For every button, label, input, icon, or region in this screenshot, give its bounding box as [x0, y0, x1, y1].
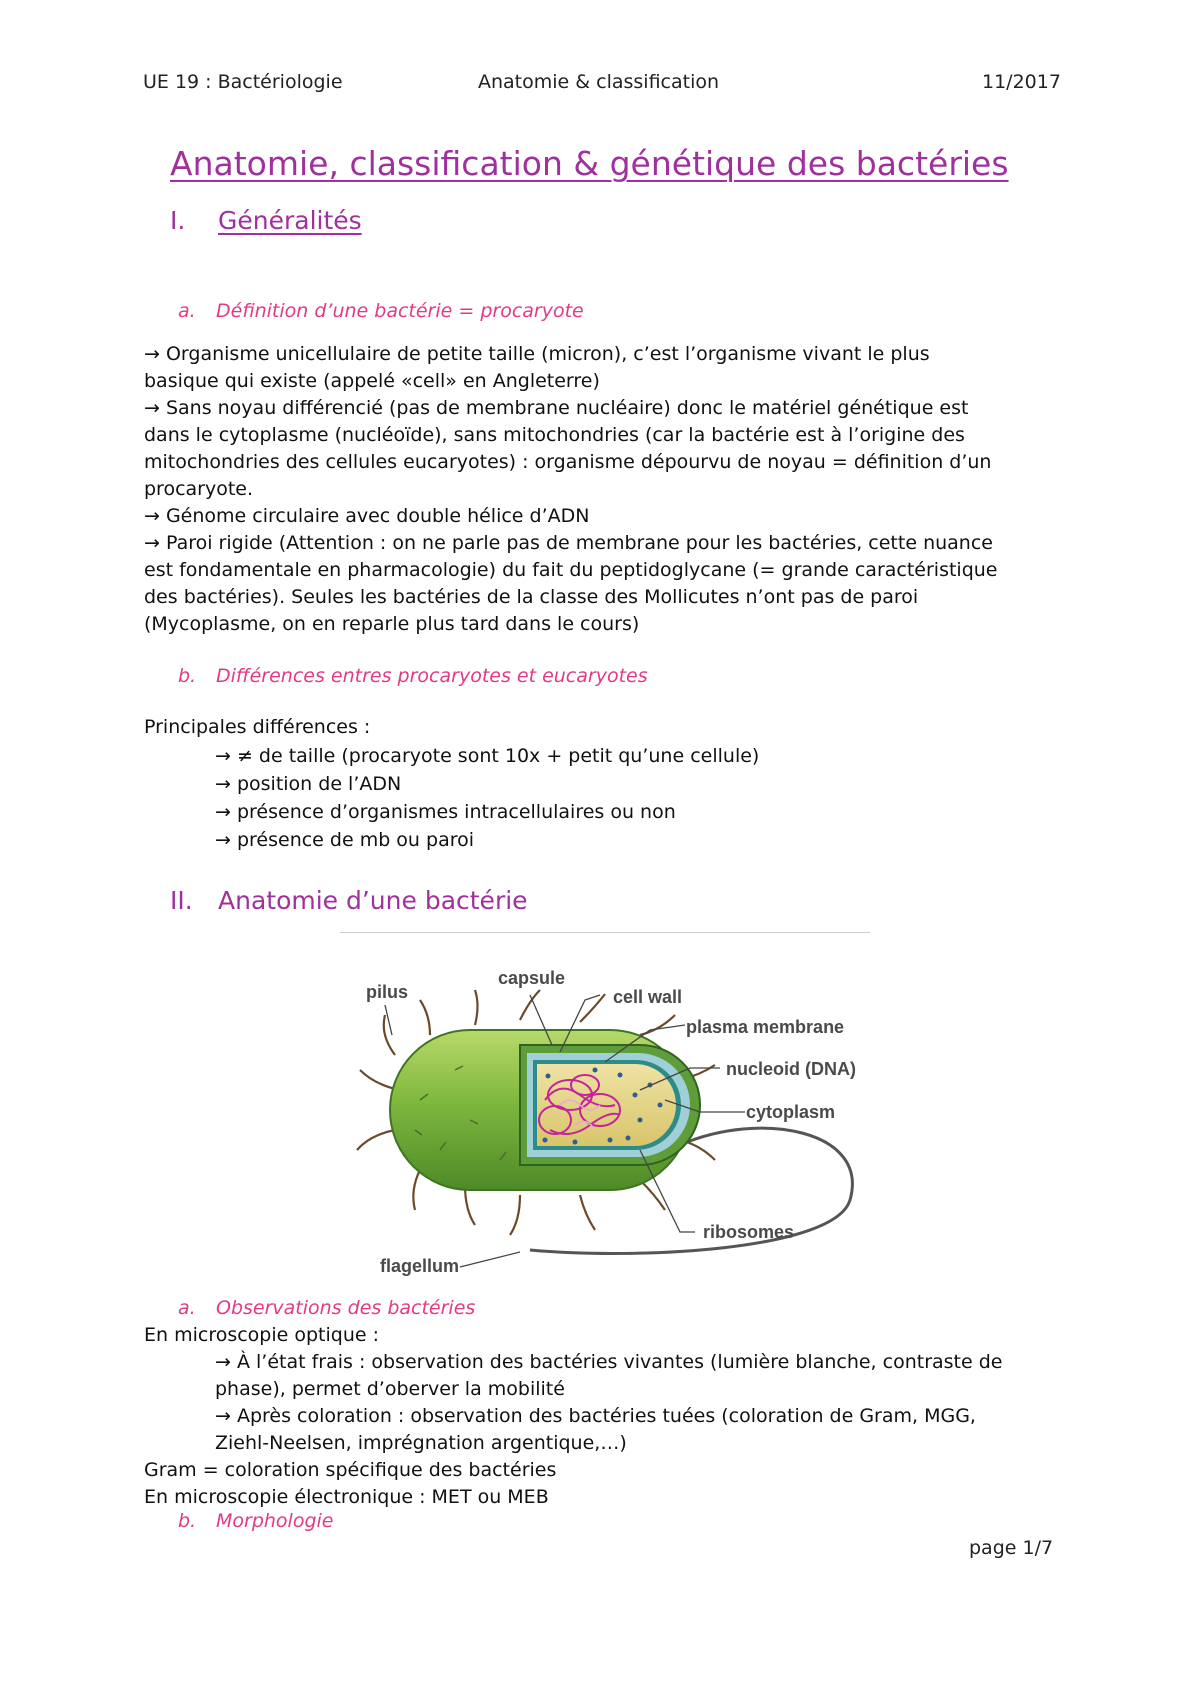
paragraph-line: des bactéries). Seules les bactéries de la classe des Mollicutes n’ont pas de paroi — [144, 586, 919, 608]
header-right: 11/2017 — [982, 71, 1061, 93]
paragraph-line: → Génome circulaire avec double hélice d’ADN — [144, 505, 590, 527]
label-cytoplasm: cytoplasm — [746, 1102, 836, 1122]
header-left: UE 19 : Bactériologie — [143, 71, 343, 93]
label-cell-wall: cell wall — [613, 987, 683, 1007]
label-nucleoid: nucleoid (DNA) — [726, 1059, 856, 1079]
subsection-2a-heading — [178, 1297, 475, 1319]
paragraph-line: basique qui existe (appelé «cell» en Angleterre) — [144, 370, 600, 392]
definition-paragraph — [144, 341, 998, 638]
subsection-2b-title: Morphologie — [216, 1510, 334, 1532]
list-item: phase), permet d’oberver la mobilité — [215, 1378, 565, 1400]
label-flagellum: flagellum — [380, 1256, 460, 1276]
list-item: Ziehl-Neelsen, imprégnation argentique,…) — [215, 1432, 627, 1454]
divider — [340, 932, 870, 933]
document-title: Anatomie, classification & génétique des bactéries — [170, 144, 1009, 183]
label-ribosomes: ribosomes — [703, 1222, 795, 1242]
paragraph-line: (Mycoplasme, on en reparle plus tard dans le cours) — [144, 613, 640, 635]
list-item: → ≠ de taille (procaryote sont 10x + petit qu’une cellule) — [215, 745, 760, 767]
subsection-2a-letter: a. — [178, 1297, 196, 1319]
list-item: → Après coloration : observation des bactéries tuées (coloration de Gram, MGG, — [215, 1405, 976, 1427]
list-item: → présence d’organismes intracellulaires ou non — [215, 801, 676, 823]
label-capsule: capsule — [498, 968, 566, 988]
subsection-1a-title: Définition d’une bactérie = procaryote — [216, 300, 584, 322]
subsection-1b-heading — [178, 665, 648, 687]
subsection-2a-title: Observations des bactéries — [216, 1297, 476, 1319]
optical-microscopy-intro: En microscopie optique : — [144, 1324, 380, 1346]
paragraph-line: dans le cytoplasme (nucléoïde), sans mitochondries (car la bactérie est à l’origine des — [144, 424, 965, 446]
header-center: Anatomie & classification — [478, 71, 720, 93]
section-1-heading — [170, 206, 362, 235]
subsection-1a-heading — [178, 300, 584, 322]
paragraph-line: mitochondries des cellules eucaryotes) : organisme dépourvu de noyau = définition d’un — [144, 451, 992, 473]
section-2-title: Anatomie d’une bactérie — [218, 886, 528, 915]
list-item: → présence de mb ou paroi — [215, 829, 475, 851]
paragraph-line: → Sans noyau différencié (pas de membrane nucléaire) donc le matériel génétique est — [144, 397, 969, 419]
paragraph-line: procaryote. — [144, 478, 254, 500]
label-plasma-membrane: plasma membrane — [686, 1017, 845, 1037]
page-number: page 1/7 — [969, 1537, 1054, 1559]
section-2-number: II. — [170, 886, 193, 915]
gram-line: Gram = coloration spécifique des bactéries — [144, 1459, 557, 1481]
paragraph-line: → Organisme unicellulaire de petite taille (micron), c’est l’organisme vivant le plus — [144, 343, 930, 365]
paragraph-line: → Paroi rigide (Attention : on ne parle pas de membrane pour les bactéries, cette nuance — [144, 532, 993, 554]
subsection-1b-letter: b. — [178, 665, 197, 687]
section-2-heading — [170, 886, 528, 915]
bacterium-diagram — [330, 955, 890, 1285]
subsection-2b-heading — [178, 1510, 334, 1532]
list-item: → position de l’ADN — [215, 773, 402, 795]
observation-list — [215, 1349, 1002, 1457]
list-item: → À l’état frais : observation des bactéries vivantes (lumière blanche, contraste de — [215, 1351, 1003, 1373]
subsection-2b-letter: b. — [178, 1510, 197, 1532]
subsection-1a-letter: a. — [178, 300, 196, 322]
section-1-number: I. — [170, 206, 186, 235]
paragraph-line: est fondamentale en pharmacologie) du fait du peptidoglycane (= grande caractéristique — [144, 559, 998, 581]
differences-intro: Principales différences : — [144, 716, 371, 738]
section-1-title: Généralités — [218, 206, 362, 235]
label-pilus: pilus — [366, 982, 409, 1002]
differences-list — [215, 742, 759, 854]
electron-microscopy-line: En microscopie électronique : MET ou MEB — [144, 1486, 549, 1508]
subsection-1b-title: Différences entres procaryotes et eucaryotes — [216, 665, 648, 687]
